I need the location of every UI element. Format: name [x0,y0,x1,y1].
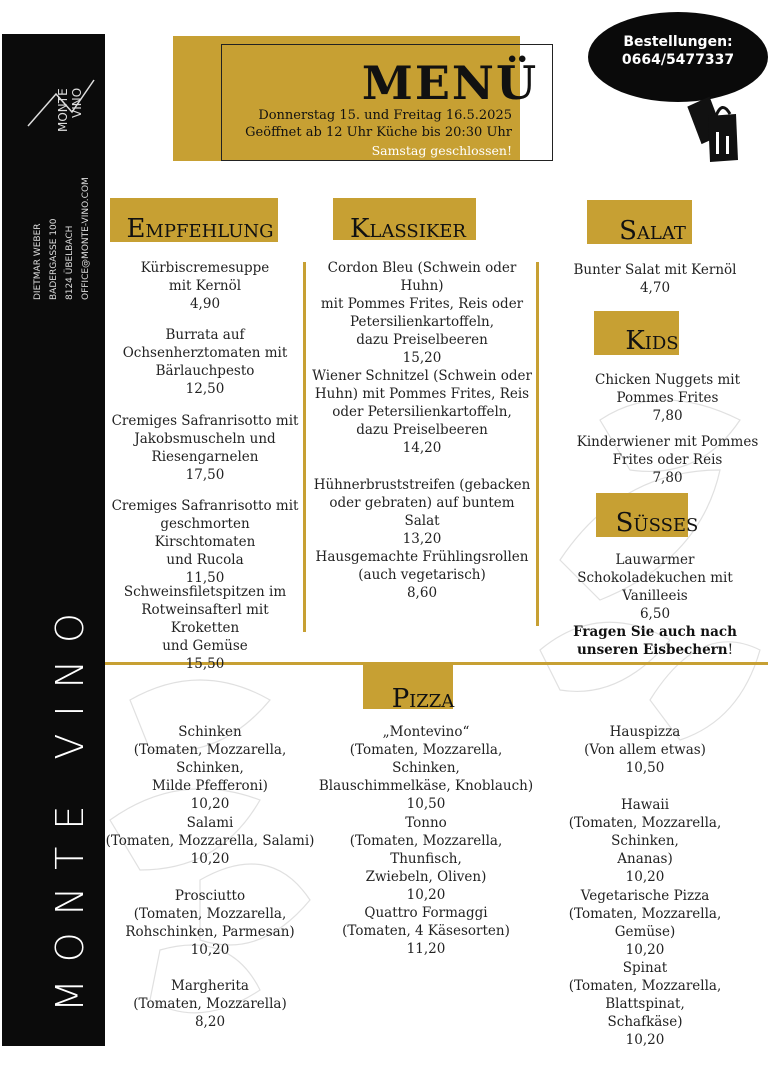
pizza-item: Hauspizza (Von allem etwas) 10,50 [584,724,706,776]
header-closed-notice: Samstag geschlossen! [371,143,512,158]
header-dates: Donnerstag 15. und Freitag 16.5.2025 [258,108,512,123]
divider-left [303,262,306,632]
kids-heading: Kids [625,326,679,356]
kids-item: Chicken Nuggets mit Pommes Frites 7,80 [594,372,741,424]
empfehlung-item: Cremiges Safranrisotto mit geschmorten Kirschtomaten und Rucola 11,50 [111,498,299,586]
order-info [588,33,768,69]
empfehlung-item: Cremiges Safranrisotto mit Jakobsmuscheln und Riesengarnelen 17,50 [111,413,299,483]
klassiker-item: Cordon Bleu (Schwein oder Huhn) mit Pommes Frites, Reis oder Petersilienkartoffeln, dazu Preiselbeeren 15,20 [320,260,524,366]
pizza-item: Quattro Formaggi (Tomaten, 4 Käsesorten) 11,20 [342,905,510,957]
order-label: Bestellungen: [623,34,733,50]
suesses-item: Lauwarmer Schokoladekuchen mit Vanilleeis 6,50 Fragen Sie auch nach unseren Eisbechern! [545,551,765,659]
empfehlung-item: Burrata auf Ochsenherztomaten mit Bärlauchpesto 12,50 [122,327,288,397]
logo-line2: VINO [70,87,84,118]
salat-item: Bunter Salat mit Kernöl 4,70 [573,262,737,296]
vertical-brand-name: MONTE VINO [48,596,92,1012]
klassiker-item: Hausgemachte Frühlingsrollen (auch vegetarisch) 8,60 [315,549,529,601]
pizza-item: Schinken (Tomaten, Mozzarella, Schinken, Milde Pfefferoni) 10,20 [133,724,287,812]
page-title: MENÜ [361,56,539,110]
suesses-heading: Süßes [615,508,699,538]
pizza-item: Spinat (Tomaten, Mozzarella, Blattspinat, Schafkäse) 10,20 [568,960,722,1048]
contact-street: BADERGASSE 100 [49,218,59,300]
pizza-heading: Pizza [391,684,455,714]
pizza-item: Tonno (Tomaten, Mozzarella, Thunfisch, Zwiebeln, Oliven) 10,20 [349,815,503,903]
kids-item: Kinderwiener mit Pommes Frites oder Reis 7,80 [576,434,759,486]
pizza-item: Salami (Tomaten, Mozzarella, Salami) 10,20 [105,815,315,867]
pizza-item: Prosciutto (Tomaten, Mozzarella, Rohschinken, Parmesan) 10,20 [125,888,295,958]
logo-text [56,88,84,132]
salat-heading: Salat [619,216,686,246]
pizza-item: Margherita (Tomaten, Mozzarella) 8,20 [133,978,287,1030]
divider-right [536,262,539,626]
klassiker-item: Wiener Schnitzel (Schwein oder Huhn) mit Pommes Frites, Reis oder Petersilienkartoffeln, dazu Preiselbeeren 14,20 [312,368,532,456]
header-hours: Geöffnet ab 12 Uhr Küche bis 20:30 Uhr [245,125,512,140]
contact-city: 8124 ÜBELBACH [65,225,75,300]
contact-info [30,177,94,300]
shopping-bag-icon [672,92,752,167]
contact-email[interactable]: OFFICE@MONTE-VINO.COM [81,177,91,300]
order-phone[interactable]: 0664/5477337 [621,52,735,68]
pizza-item: „Montevino“ (Tomaten, Mozzarella, Schinken, Blauschimmelkäse, Knoblauch) 10,50 [318,724,534,812]
klassiker-item: Hühnerbruststreifen (gebacken oder gebraten) auf buntem Salat 13,20 [313,477,531,547]
pizza-item: Hawaii (Tomaten, Mozzarella, Schinken, Ananas) 10,20 [568,797,722,885]
klassiker-heading: Klassiker [350,214,466,244]
logo-line1: MONTE [56,88,70,132]
empfehlung-heading: Empfehlung [126,214,274,244]
contact-name: DIETMAR WEBER [33,223,43,300]
empfehlung-item: Schweinsfiletspitzen im Rotweinsafterl mit Kroketten und Gemüse 15,50 [123,584,287,672]
ice-cream-note: Fragen Sie auch nach [573,624,737,640]
empfehlung-item: Kürbiscremesuppe mit Kernöl 4,90 [140,260,270,312]
pizza-item: Vegetarische Pizza (Tomaten, Mozzarella, Gemüse) 10,20 [568,888,722,958]
